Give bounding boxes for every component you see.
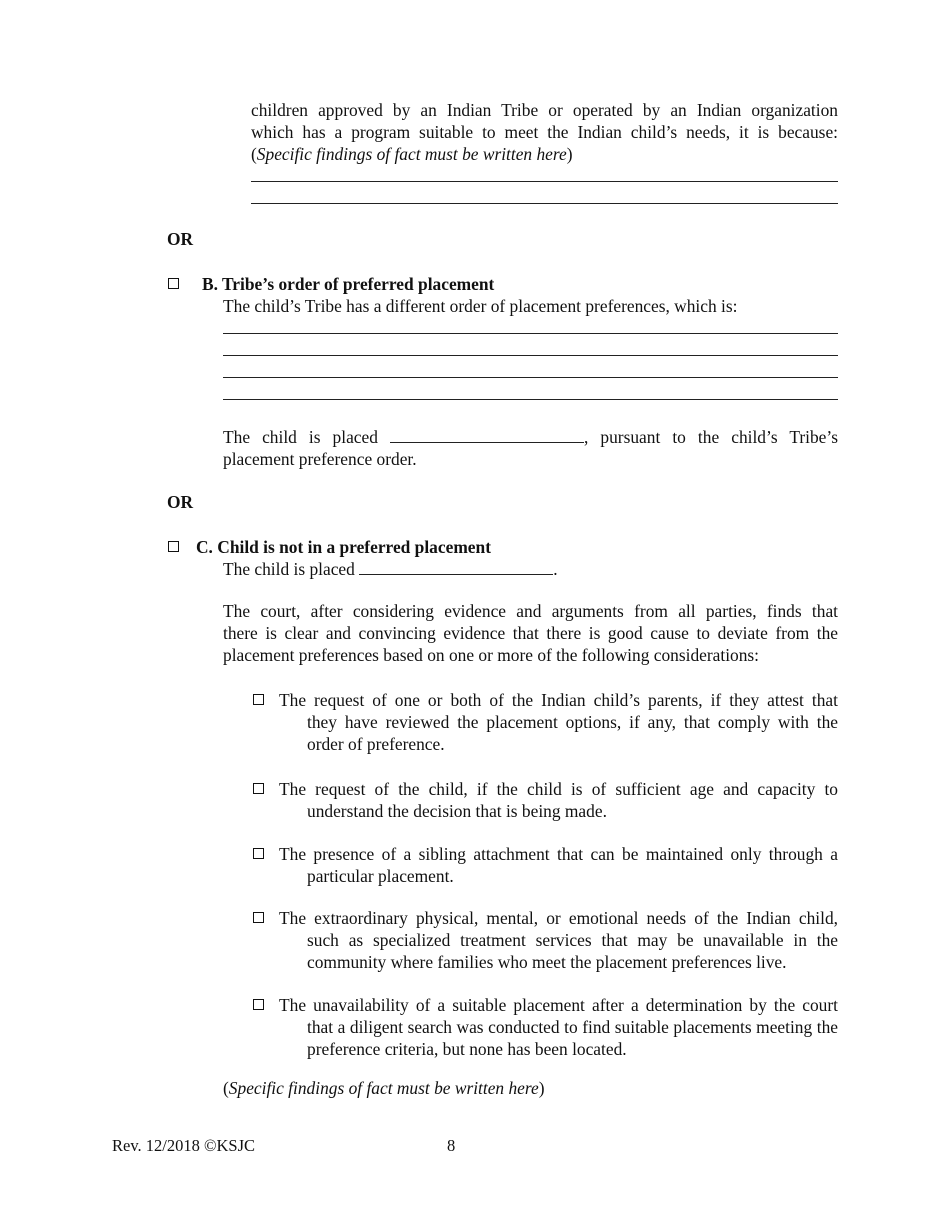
consideration-5-first-line: The unavailability of a suitable placement after a determination by the court — [279, 995, 838, 1015]
consideration-item-1 — [279, 689, 838, 755]
consideration-4-first-line: The extraordinary physical, mental, or emotional needs of the Indian child, — [279, 908, 838, 928]
intro-findings-line-2[interactable] — [251, 203, 838, 204]
consideration-checkbox-5[interactable] — [253, 999, 264, 1010]
section-b-placed-blank[interactable] — [390, 427, 584, 443]
or-separator-2: OR — [167, 492, 194, 512]
consideration-checkbox-1[interactable] — [253, 694, 264, 705]
consideration-checkbox-3[interactable] — [253, 848, 264, 859]
consideration-4-rest: such as specialized treatment services that may be unavailable in the community where families who meet the placement preferences live. — [307, 930, 838, 972]
footer-revision: Rev. 12/2018 ©KSJC — [112, 1136, 256, 1155]
intro-findings-line-1[interactable] — [251, 181, 838, 182]
page-number: 8 — [447, 1136, 456, 1155]
consideration-1-rest: they have reviewed the placement options, if any, that comply with the order of preference. — [307, 712, 838, 754]
consideration-2-rest: understand the decision that is being made. — [307, 801, 607, 821]
section-b-heading: B. Tribe’s order of preferred placement — [202, 274, 495, 294]
section-c-checkbox[interactable] — [168, 541, 179, 552]
consideration-item-4 — [279, 907, 838, 973]
consideration-3-first-line: The presence of a sibling attachment that can be maintained only through a — [279, 844, 838, 864]
consideration-checkbox-2[interactable] — [253, 783, 264, 794]
section-b-description: The child’s Tribe has a different order of placement preferences, which is: — [223, 296, 738, 316]
section-c-court-line-1: The court, after considering evidence and arguments from all parties, finds that — [223, 601, 838, 621]
intro-findings-instruction: (Specific findings of fact must be written here) — [251, 144, 573, 164]
consideration-item-5 — [279, 994, 838, 1060]
consideration-checkbox-4[interactable] — [253, 912, 264, 923]
section-b-preference-line-1[interactable] — [223, 333, 838, 334]
consideration-5-rest: that a diligent search was conducted to find suitable placements meeting the preference criteria, but none has been located. — [307, 1017, 838, 1059]
intro-line-1: children approved by an Indian Tribe or operated by an Indian organization — [251, 100, 838, 120]
section-b-preference-line-4[interactable] — [223, 399, 838, 400]
consideration-1-first-line: The request of one or both of the Indian child’s parents, if they attest that — [279, 690, 838, 710]
section-c-findings-instruction: (Specific findings of fact must be written here) — [223, 1078, 545, 1098]
section-b-preference-line-3[interactable] — [223, 377, 838, 378]
section-c-placed-blank[interactable] — [359, 559, 553, 575]
or-separator-1: OR — [167, 229, 194, 249]
section-c-court-line-2: there is clear and convincing evidence that there is good cause to deviate from the — [223, 623, 838, 643]
consideration-item-3 — [279, 843, 838, 887]
consideration-2-first-line: The request of the child, if the child is of sufficient age and capacity to — [279, 779, 838, 799]
section-b-placed-line-2: placement preference order. — [223, 449, 417, 469]
consideration-item-2 — [279, 778, 838, 822]
section-c-court-line-3: placement preferences based on one or more of the following considerations: — [223, 645, 760, 665]
consideration-3-rest: particular placement. — [307, 866, 454, 886]
intro-line-2: which has a program suitable to meet the Indian child’s needs, it is because: — [251, 122, 838, 142]
section-c-placed-sentence: The child is placed . — [223, 559, 558, 579]
section-b-preference-line-2[interactable] — [223, 355, 838, 356]
section-b-checkbox[interactable] — [168, 278, 179, 289]
section-b-placed-sentence: The child is placed , pursuant to the child’s Tribe’s — [223, 427, 838, 447]
section-c-heading: C. Child is not in a preferred placement — [196, 537, 491, 557]
